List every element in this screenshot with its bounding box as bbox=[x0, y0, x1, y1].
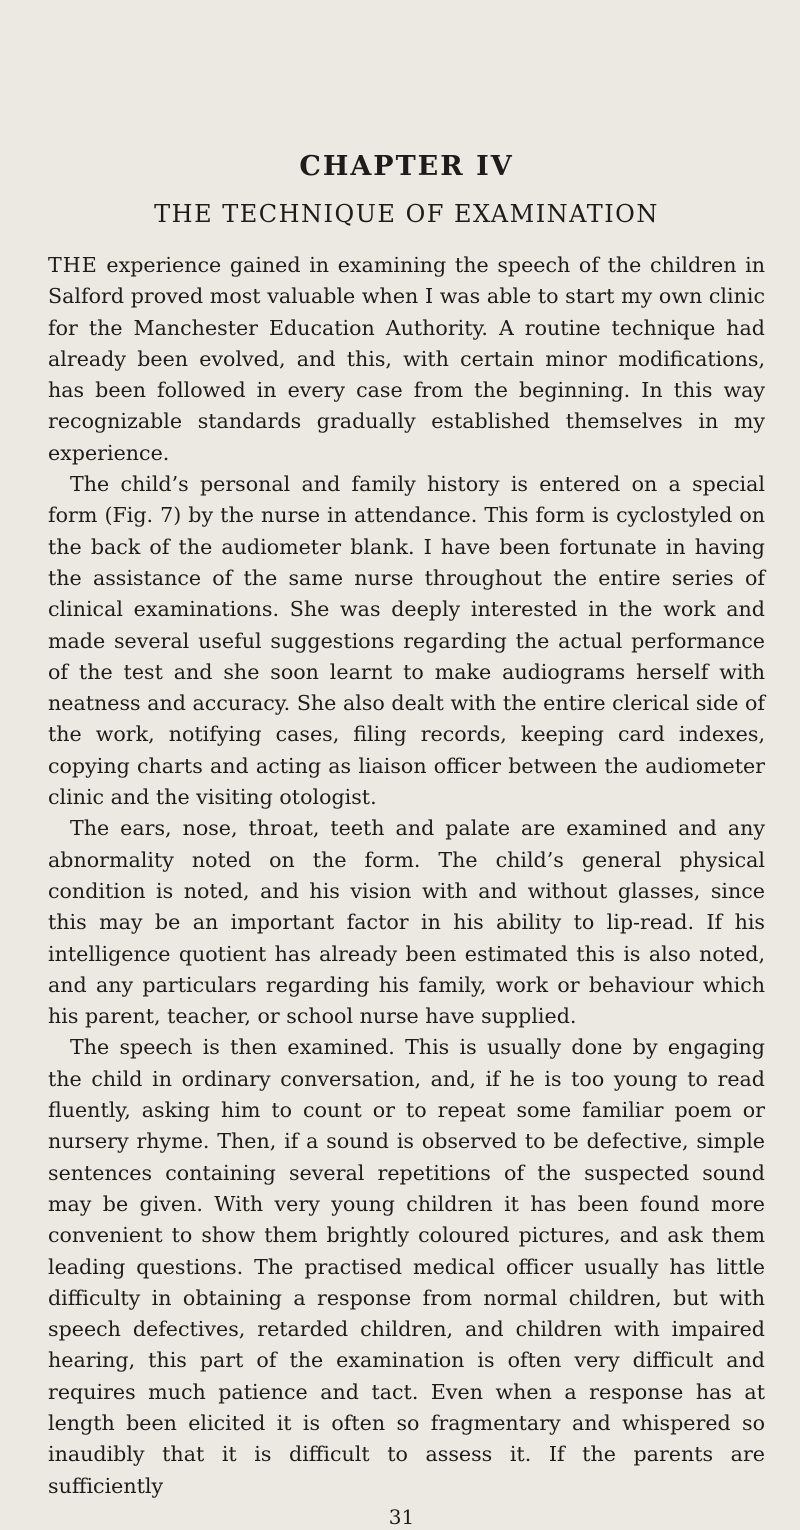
paragraph-1-text: experience gained in examining the speech of the children in Salford proved most valuable when I was able to start my own clinic for the Manchester Education Authority. A routine technique had already been evolved, and this, with certain minor modifications, has been followed in every case from the beginning. In this way recognizable standards gradually established themselves in my experience. bbox=[48, 253, 765, 465]
opening-word: THE bbox=[48, 253, 98, 277]
body-text bbox=[48, 250, 765, 1502]
chapter-label: CHAPTER IV bbox=[299, 151, 514, 182]
paragraph-4: The speech is then examined. This is usually done by engaging the child in ordinary conversation, and, if he is too young to read fluently, asking him to count or to repeat some familiar poem or nursery rhyme. Then, if a sound is observed to be defective, simple sentences containing several repetitions of the suspected sound may be given. With very young children it has been found more convenient to show them brightly coloured pictures, and ask them leading questions. The practised medical officer usually has little difficulty in obtaining a response from normal children, but with speech defectives, retarded children, and children with impaired hearing, this part of the examination is often very difficult and requires much patience and tact. Even when a response has at length been elicited it is often so fragmentary and whispered so inaudibly that it is difficult to assess it. If the parents are sufficiently bbox=[48, 1035, 765, 1498]
page-number: 31 bbox=[388, 1504, 415, 1529]
paragraph-2: The child’s personal and family history is entered on a special form (Fig. 7) by the nurse in attendance. This form is cyclostyled on the back of the audiometer blank. I have been fortunate in having the assistance of the same nurse throughout the entire series of clinical examinations. She was deeply interested in the work and made several useful suggestions regarding the actual performance of the test and she soon learnt to make audiograms herself with neatness and accuracy. She also dealt with the entire clerical side of the work, notifying cases, filing records, keeping card indexes, copying charts and acting as liaison officer between the audiometer clinic and the visiting otologist. bbox=[48, 472, 765, 810]
paragraph-3: The ears, nose, throat, teeth and palate are examined and any abnormality noted on the form. The child’s general physical condition is noted, and his vision with and without glasses, since this may be an important factor in his ability to lip-read. If his intelligence quotient has already been estimated this is also noted, and any particulars regarding his family, work or behaviour which his parent, teacher, or school nurse have supplied. bbox=[48, 816, 765, 1029]
chapter-title: THE TECHNIQUE OF EXAMINATION bbox=[154, 200, 659, 228]
paragraph-1 bbox=[48, 250, 765, 469]
